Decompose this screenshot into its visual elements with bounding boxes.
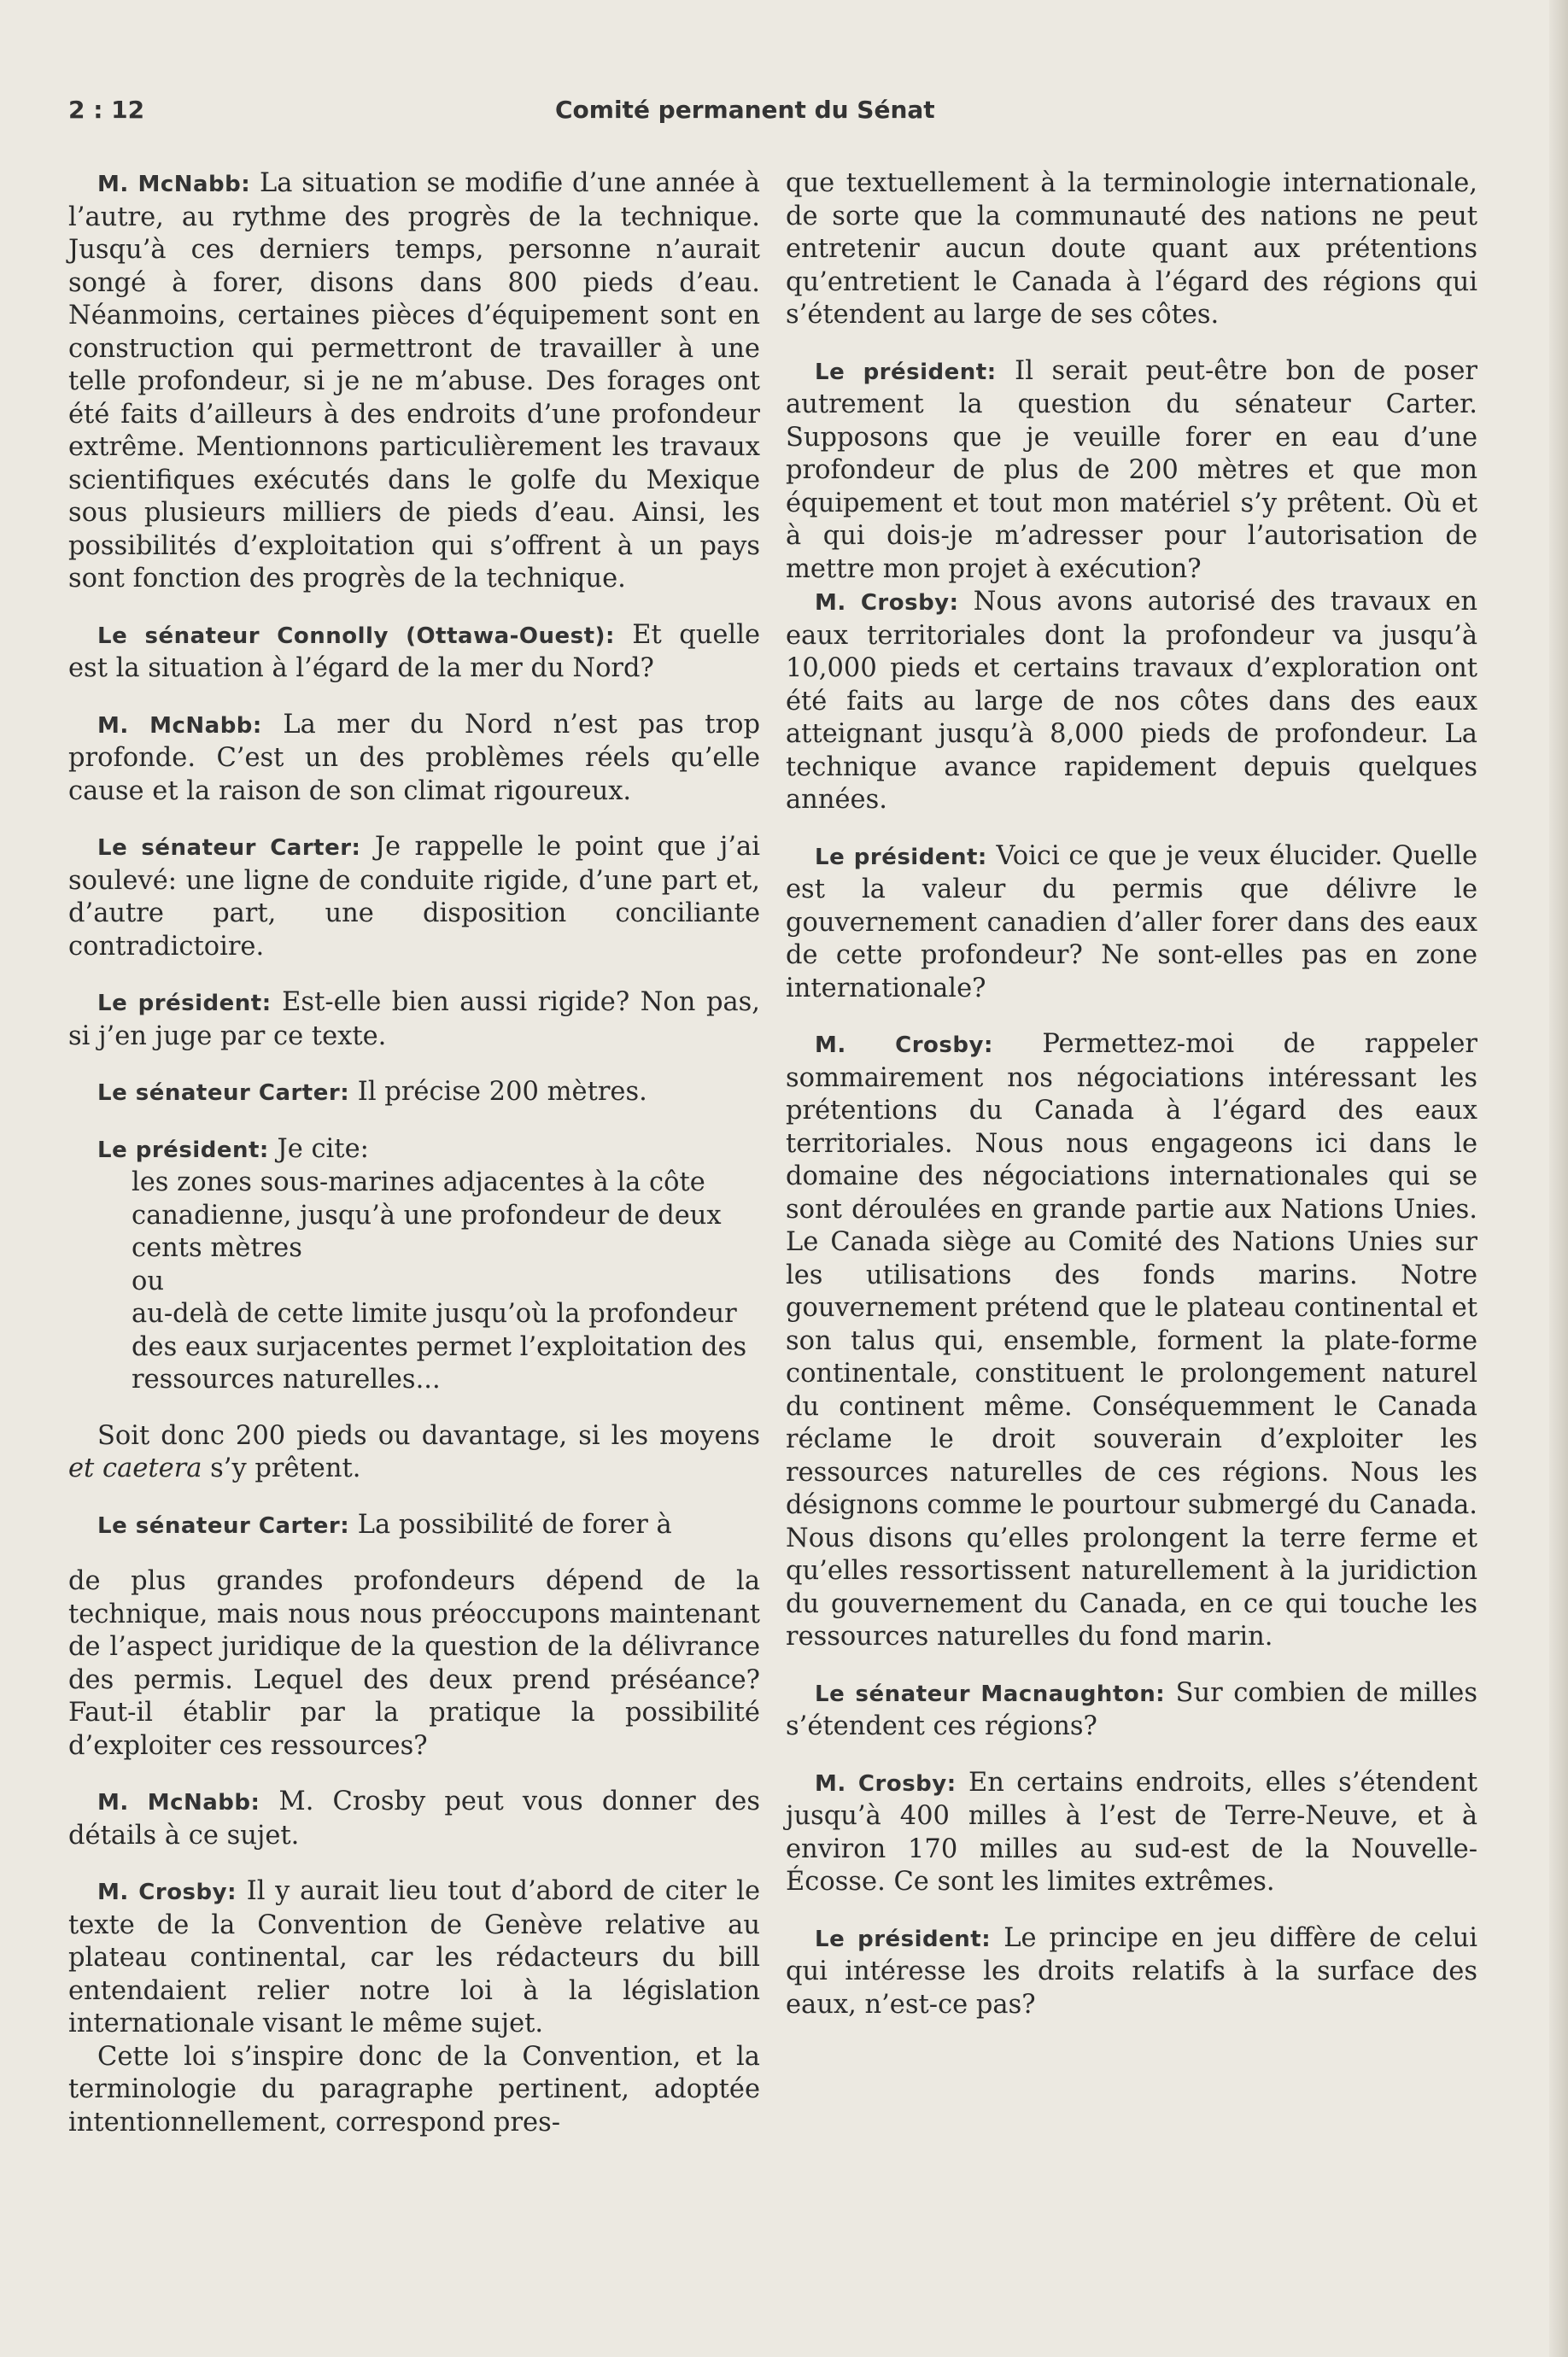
speech-text: que textuellement à la terminologie internationale, de sorte que la communauté des nations ne peut entretenir aucun doute quant aux prétentions qu’entretient le Canada à l’égard des régions qui s’étendent au large de ses côtes. <box>786 168 1477 330</box>
paragraph <box>68 1420 760 1486</box>
speech-text: Et quelle est la situation à l’égard de la mer du Nord? <box>68 619 760 683</box>
speaker-name: Le sénateur Carter: <box>97 835 361 861</box>
paragraph <box>68 986 760 1053</box>
page-number: 2 : 12 <box>68 96 145 124</box>
right-column <box>786 167 1477 2044</box>
speech-text: La situation se modifie d’une année à l’autre, au rythme des progrès de la technique. Jusqu’à ces derniers temps, personne n’aurait songé à forer, disons dans 800 pieds d’eau. Néanmoins, certaines pièces d’équipement sont en construction qui permettront de travailler à une telle profondeur, si je ne m’abuse. Des forages ont été faits d’ailleurs à des endroits d’une profondeur extrême. Mentionnons particulièrement les travaux scientifiques exécutés dans le golfe du Mexique sous plusieurs milliers de pieds d’eau. Ainsi, les possibilités d’exploitation qui s’offrent à un pays sont fonction des progrès de la technique. <box>68 168 760 594</box>
speech-text: Il y aurait lieu tout d’abord de citer le texte de la Convention de Genève relative au plateau continental, car les rédacteurs du bill entendaient relier notre loi à la législation internationale visant le même sujet. <box>68 1876 760 2038</box>
speech-text: Soit donc 200 pieds ou davantage, si les moyens <box>97 1420 760 1451</box>
speech-text: s’y prêtent. <box>210 1453 361 1483</box>
speech-text: En certains endroits, elles s’étendent jusqu’à 400 milles à l’est de Terre-Neuve, et à environ 170 milles au sud-est de la Nouvelle-Écosse. Ce sont les limites extrêmes. <box>786 1767 1477 1897</box>
speaker-name: Le sénateur Macnaughton: <box>815 1681 1166 1707</box>
speech-text: de plus grandes profondeurs dépend de la technique, mais nous nous préoccupons maintenant de l’aspect juridique de la question de la délivrance des permis. Lequel des deux prend préséance? Faut-il établir par la pratique la possibilité d’exploiter ces ressources? <box>68 1566 760 1761</box>
speech-text: Je rappelle le point que j’ai soulevé: une ligne de conduite rigide, d’une part et, d’autre part, une disposition conciliante contradictoire. <box>68 832 760 962</box>
paragraph <box>68 831 760 963</box>
paragraph <box>68 619 760 686</box>
speaker-name: Le président: <box>815 359 997 385</box>
speaker-name: Le président: <box>815 1926 992 1952</box>
quote-text: les zones sous-marines adjacentes à la côte canadienne, jusqu’à une profondeur de deux cents mètres <box>132 1167 722 1263</box>
paragraph <box>786 1677 1477 1744</box>
quote-text: ou <box>132 1266 165 1296</box>
speech-text: Sur combien de milles s’étendent ces régions? <box>786 1677 1477 1741</box>
block-quote <box>68 1167 760 1397</box>
speaker-name: M. McNabb: <box>97 172 251 197</box>
speaker-name: M. Crosby: <box>815 590 959 616</box>
paragraph <box>786 167 1477 332</box>
speaker-name: M. McNabb: <box>97 1790 260 1816</box>
paragraph <box>786 1767 1477 1899</box>
speech-text: Cette loi s’inspire donc de la Convention, et la terminologie du paragraphe pertinent, adoptée intentionnellement, correspond pres- <box>68 2041 760 2138</box>
paragraph <box>786 1028 1477 1654</box>
quote-text: au-delà de cette limite jusqu’où la profondeur des eaux surjacentes permet l’exploitation des ressources naturelles... <box>132 1299 747 1395</box>
speaker-name: Le sénateur Carter: <box>97 1512 350 1539</box>
page-edge <box>1549 0 1568 2357</box>
speaker-name: M. Crosby: <box>97 1880 237 1905</box>
speech-text: Permettez-moi de rappeler sommairement nos négociations intéressant les prétentions du Canada à l’égard des eaux territoriales. Nous nous engageons ici dans le domaine des négociations internationales qui se sont déroulées en grande partie aux Nations Unies. Le Canada siège au Comité des Nations Unies sur les utilisations des fonds marins. Notre gouvernement prétend que le plateau continental et son talus qui, ensemble, forment la plate-forme continentale, constituent le prolongement naturel du continent même. Conséquemment le Canada réclame le droit souverain d’exploiter les ressources naturelles de ces régions. Nous les désignons comme le pourtour submergé du Canada. Nous disons qu’elles prolongent la terre ferme et qu’elles ressortissent naturellement à la juridiction du gouvernement du Canada, en ce qui touche les ressources naturelles du fond marin. <box>786 1029 1477 1652</box>
paragraph <box>68 709 760 809</box>
italic-text: et caetera <box>68 1453 202 1483</box>
paragraph <box>68 1875 760 2041</box>
paragraph <box>68 1565 760 1763</box>
running-title: Comité permanent du Sénat <box>555 96 935 124</box>
paragraph <box>786 840 1477 1006</box>
speaker-name: M. Crosby: <box>815 1770 957 1797</box>
paragraph <box>68 167 760 596</box>
speech-text: Il serait peut-être bon de poser autrement la question du sénateur Carter. Supposons que je veuille forer en eau d’une profondeur de plus de 200 mètres et que mon équipement et tout mon matériel s’y prêtent. Où et à qui dois-je m’adresser pour l’autorisation de mettre mon projet à exécution? <box>786 355 1478 584</box>
paragraph <box>68 1509 760 1543</box>
paragraph <box>68 1133 760 1167</box>
page-header <box>68 96 1016 133</box>
paragraph <box>786 355 1477 587</box>
paragraph <box>68 1076 760 1110</box>
speaker-name: Le président: <box>815 844 987 870</box>
paragraph <box>68 2041 760 2140</box>
speech-text: Je cite: <box>277 1133 369 1164</box>
speaker-name: M. Crosby: <box>815 1032 993 1058</box>
speaker-name: Le président: <box>97 1137 269 1163</box>
speech-text: La possibilité de forer à <box>357 1509 672 1540</box>
left-column <box>68 167 760 2162</box>
speech-text: La mer du Nord n’est pas trop profonde. C’est un des problèmes réels qu’elle cause et la raison de son climat rigoureux. <box>68 709 760 806</box>
speech-text: Voici ce que je veux élucider. Quelle est la valeur du permis que délivre le gouvernement canadien d’aller forer dans des eaux de cette profondeur? Ne sont-elles pas en zone internationale? <box>786 840 1477 1003</box>
speaker-name: Le sénateur Carter: <box>97 1080 350 1106</box>
speech-text: Il précise 200 mètres. <box>357 1077 647 1107</box>
paragraph <box>786 1922 1477 2022</box>
speech-text: Le principe en jeu diffère de celui qui intéresse les droits relatifs à la surface des eaux, n’est-ce pas? <box>786 1922 1477 2020</box>
speaker-name: M. McNabb: <box>97 712 262 739</box>
speech-text: Nous avons autorisé des travaux en eaux territoriales dont la profondeur va jusqu’à 10,000 pieds et certains travaux d’exploration ont été faits au large de nos côtes dans des eaux atteignant jusqu’à 8,000 pieds de profondeur. La technique avance rapidement depuis quelques années. <box>786 587 1477 815</box>
speech-text: M. Crosby peut vous donner des détails à ce sujet. <box>68 1787 761 1851</box>
speaker-name: Le sénateur Connolly (Ottawa-Ouest): <box>97 623 615 649</box>
paragraph <box>786 586 1477 817</box>
speaker-name: Le président: <box>97 991 272 1016</box>
paragraph <box>68 1786 760 1852</box>
speech-text: Est-elle bien aussi rigide? Non pas, si j’en juge par ce texte. <box>68 987 760 1051</box>
